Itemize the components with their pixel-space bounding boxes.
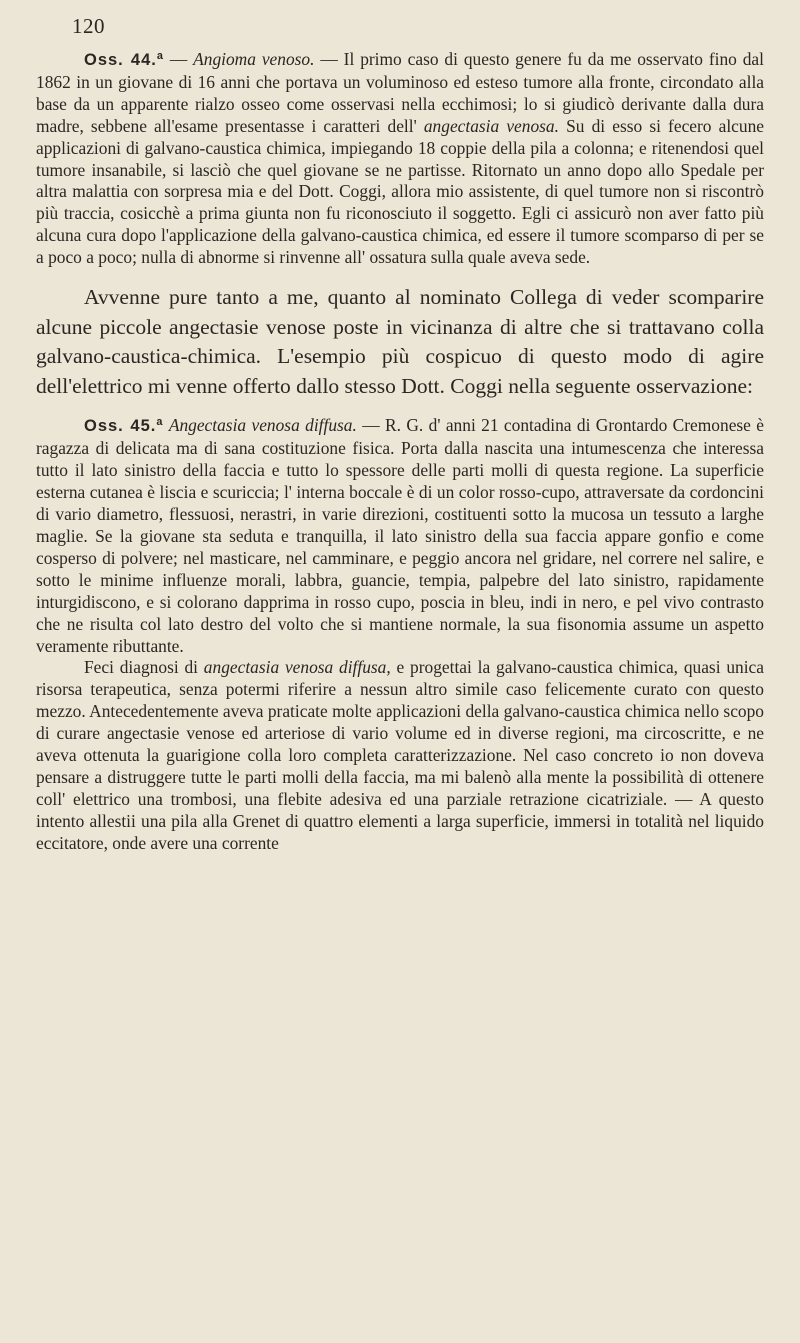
observation-label: Oss. 45.ª: [84, 417, 164, 436]
observation-text: Su di esso si fecero alcune applicazioni di galvano-caustica chimica, impiegando 18 coppie della pila a colonna; e ritenendosi quel tumore insanabile, si lasciò che quel giovane se ne partisse. Ritornato un anno dopo allo Spedale per altra malattia con sorpresa mia e del Dott. Coggi, allora mio assistente, di quel tumore non si riscontrò più traccia, cosicchè a prima giunta non fu riconosciuto il soggetto. Egli ci assicurò non aver fatto più alcuna cura dopo l'applicazione della galvano-caustica chimica, ed essere il tumore scomparso di per se a poco a poco; nulla di abnorme si rinvenne all' ossatura sulla quale aveva sede.: [36, 115, 765, 268]
observation-44: [36, 49, 764, 269]
page-number: 120: [72, 14, 105, 38]
interlude-paragraph: Avvenne pure tanto a me, quanto al nominato Collega di veder scomparire alcune piccole angectasie venose poste in vicinanza di altre che si trattavano colla galvano-caustica-chimica. L'esempio più cospicuo di questo modo di agire dell'elettrico mi venne offerto dallo stesso Dott. Coggi nella seguente osservazione:: [36, 285, 764, 398]
observation-text: Feci diagnosi di: [84, 657, 204, 678]
observation-title: Angectasia venosa diffusa.: [168, 415, 357, 436]
observation-text: e progettai la galvano-caustica chimica, quasi unica risorsa terapeutica, senza potermi riferire a nessun altro simile caso felicemente curato con questo mezzo. Antecedentemente aveva praticate molte applicazioni della galvano-caustica chimica nello scopo di curare angectasie venose ed arteriose di vario volume ed in diverse regioni, ma circoscritte, e ne aveva ottenuta la guarigione colla loro completa caratterizzazione. Nel caso concreto io non doveva pensare a distruggere tutte le parti molli della faccia, ma mi balenò alla mente la possibilità di ottenere coll' elettrico una trombosi, una flebite adesiva ed una parziale retrazione cicatriziale. — A questo intento allestii una pila alla Grenet di quattro elementi a larga superficie, immersi in totalità nel liquido eccitatore, onde avere una corrente: [36, 657, 764, 853]
italic-term: angectasia venosa.: [423, 115, 559, 136]
observation-45-continued: [36, 657, 764, 854]
italic-term: angectasia venosa diffusa,: [203, 657, 391, 678]
observation-45: [36, 415, 764, 657]
dash: —: [163, 49, 194, 69]
book-page: [36, 14, 764, 855]
observation-text: — Il primo caso di questo genere fu da me osservato fino dal 1862 in un giovane di 16 anni che portava un voluminoso ed esteso tumore alla fronte, circondato alla base da un apparente rialzo osseo come osservasi nella ecchimosi; lo si giudicò derivante dalla dura madre, sebbene all'esame presentasse i caratteri dell': [36, 49, 764, 136]
observation-title: Angioma venoso.: [193, 49, 315, 69]
observation-text: — R. G. d' anni 21 contadina di Grontardo Cremonese è ragazza di delicata ma di sana costituzione fisica. Porta dalla nascita una intumescenza che interessa tutto il lato sinistro della faccia e tutto lo spessore delle parti molli di questa regione. La superficie esterna cutanea è liscia e scuriccia; l' interna boccale è di un color rosso-cupo, attraversate da cordoncini di vario diametro, flessuosi, nerastri, in varie direzioni, costituenti sotto la mucosa un tessuto a larghe maglie. Se la giovane sta seduta e tranquilla, il lato sinistro della sua faccia appare gonfio e come cosperso di polvere; nel masticare, nel camminare, e peggio ancora nel gridare, nel correre nel salire, e sotto le minime influenze morali, labbra, guancie, tempia, palpebre del lato sinistro, rapidamente inturgidiscono, e si colorano dapprima in rosso cupo, poscia in bleu, indi in nero, e pel vivo contrasto che ne risulta col lato destro del volto che si mantiene normale, la sua fisonomia assume un aspetto veramente ributtante.: [36, 415, 764, 656]
observation-label: Oss. 44.ª: [84, 51, 164, 69]
